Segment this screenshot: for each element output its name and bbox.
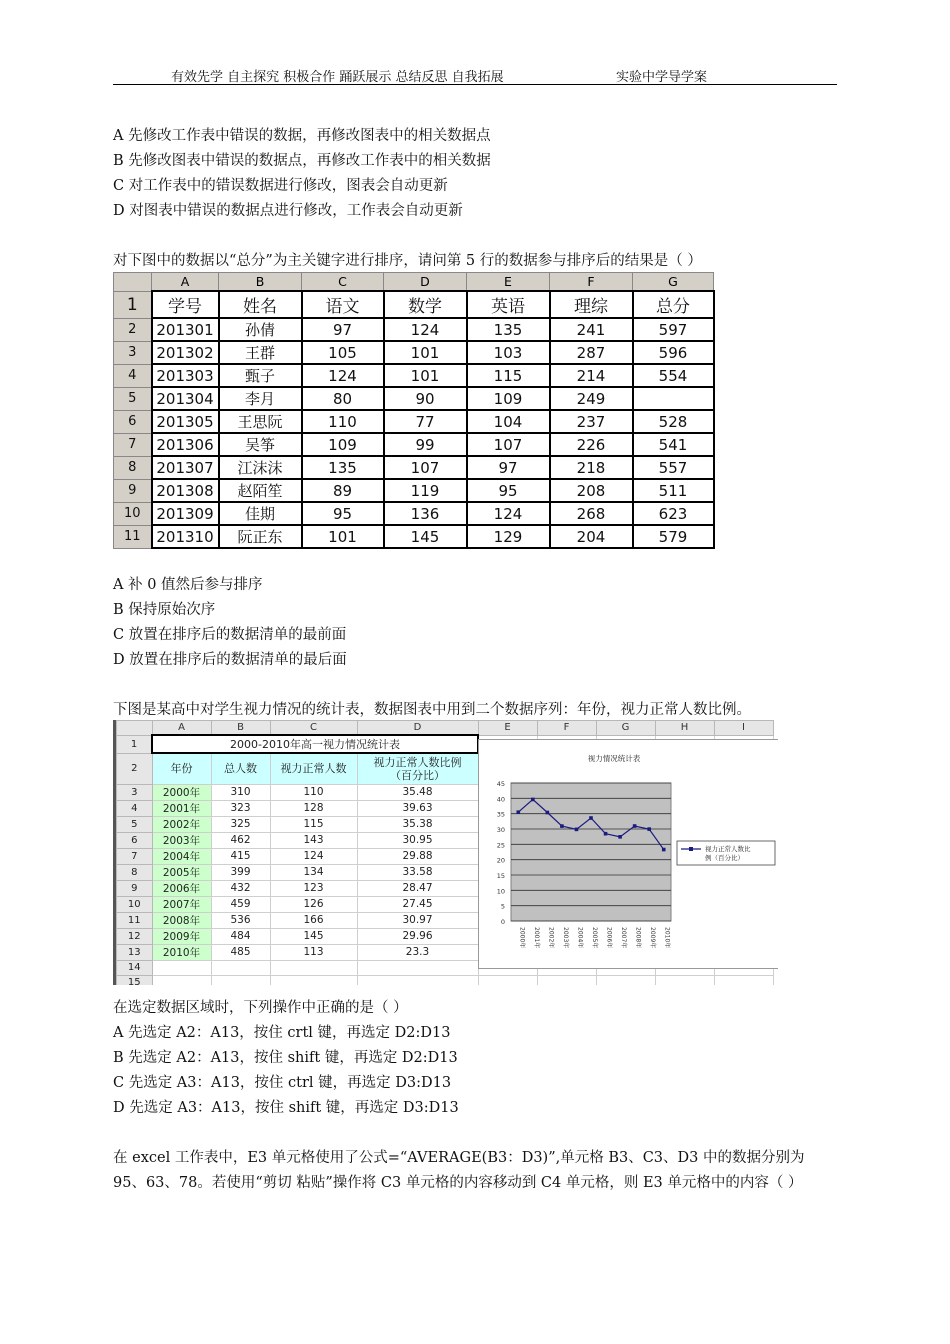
q2-option-c: C 放置在排序后的数据清单的最前面 bbox=[113, 627, 347, 643]
table-cell: 理综 bbox=[550, 291, 633, 318]
table-cell: 201306 bbox=[152, 433, 219, 456]
vision-chart bbox=[478, 739, 778, 969]
x-tick-label: 2002年 bbox=[547, 927, 555, 949]
table-row bbox=[114, 525, 714, 548]
table-cell: 27.45 bbox=[357, 896, 478, 912]
table-cell: 学号 bbox=[152, 291, 219, 318]
table-cell: 218 bbox=[550, 456, 633, 479]
row-number: 15 bbox=[117, 975, 153, 985]
x-tick-label: 2008年 bbox=[634, 927, 642, 949]
table-cell: 129 bbox=[467, 525, 550, 548]
table-cell: 109 bbox=[302, 433, 384, 456]
row-number: 1 bbox=[114, 291, 152, 318]
table-cell: 35.38 bbox=[357, 816, 478, 832]
table-cell: 249 bbox=[550, 387, 633, 410]
q2-option-a: A 补 0 值然后参与排序 bbox=[113, 577, 263, 593]
table-cell: 310 bbox=[211, 784, 270, 800]
table-cell: 104 bbox=[467, 410, 550, 433]
table-cell: 145 bbox=[270, 928, 357, 944]
header-motto: 有效先学 自主探究 积极合作 踊跃展示 总结反思 自我拓展 bbox=[171, 70, 504, 85]
sheet-title: 2000-2010年高一视力情况统计表 bbox=[152, 735, 478, 753]
col-header: F bbox=[550, 273, 633, 292]
row-number: 3 bbox=[117, 784, 153, 800]
col-header: H bbox=[655, 721, 714, 736]
table-cell: 2008年 bbox=[152, 912, 211, 928]
x-tick-label: 2005年 bbox=[591, 927, 598, 949]
table-cell: 124 bbox=[302, 364, 384, 387]
row-number: 7 bbox=[114, 433, 152, 456]
row-number: 6 bbox=[117, 832, 153, 848]
table-cell: 135 bbox=[302, 456, 384, 479]
q2-question: 对下图中的数据以“总分”为主关键字进行排序，请问第 5 行的数据参与排序后的结果是（ ） bbox=[113, 253, 702, 269]
table-cell: 415 bbox=[211, 848, 270, 864]
table-cell: 2010年 bbox=[152, 944, 211, 960]
col-header: A bbox=[152, 721, 211, 736]
table-cell: 99 bbox=[384, 433, 467, 456]
q3-option-a: A 先选定 A2：A13，按住 crtl 键，再选定 D2:D13 bbox=[113, 1025, 451, 1041]
table-cell bbox=[655, 975, 714, 985]
table-row bbox=[114, 364, 714, 387]
table-cell: 528 bbox=[633, 410, 714, 433]
table-cell bbox=[357, 975, 478, 985]
table-cell bbox=[211, 975, 270, 985]
row-number: 3 bbox=[114, 341, 152, 364]
table-cell bbox=[537, 975, 596, 985]
y-tick-label: 15 bbox=[496, 872, 505, 880]
q1-option-b: B 先修改图表中错误的数据点，再修改工作表中的相关数据 bbox=[113, 153, 491, 169]
table-cell: 596 bbox=[633, 341, 714, 364]
table-cell bbox=[596, 975, 655, 985]
col-header: G bbox=[596, 721, 655, 736]
table-cell: 佳期 bbox=[219, 502, 302, 525]
table-cell: 399 bbox=[211, 864, 270, 880]
table-cell: 145 bbox=[384, 525, 467, 548]
y-tick-label: 40 bbox=[496, 795, 505, 804]
table-cell: 2009年 bbox=[152, 928, 211, 944]
table-cell: 97 bbox=[302, 318, 384, 341]
y-tick-label: 35 bbox=[496, 810, 505, 819]
x-tick-label: 2010年 bbox=[663, 927, 671, 949]
table-cell: 134 bbox=[270, 864, 357, 880]
legend-label: 视力正常人数比 bbox=[705, 845, 751, 853]
plot-area bbox=[511, 783, 671, 921]
table-row bbox=[114, 502, 714, 525]
table-cell: 201303 bbox=[152, 364, 219, 387]
table-cell: 432 bbox=[211, 880, 270, 896]
row-number: 9 bbox=[114, 479, 152, 502]
col-header: C bbox=[302, 273, 384, 292]
header-cell: 年份 bbox=[152, 753, 211, 784]
table-cell: 484 bbox=[211, 928, 270, 944]
table-cell: 623 bbox=[633, 502, 714, 525]
q4-question: 在 excel 工作表中，E3 单元格使用了公式=“AVERAGE(B3：D3)”,单元格 B3、C3、D3 中的数据分别为 95、63、78。若使用“剪切 粘贴”操作将 C3 单元格的内容移动到 C4 单元格，则 E3 单元格中的内容（ ） bbox=[113, 1150, 805, 1191]
table-cell: 135 bbox=[467, 318, 550, 341]
table-cell: 吴筝 bbox=[219, 433, 302, 456]
table-cell: 201310 bbox=[152, 525, 219, 548]
table-cell: 241 bbox=[550, 318, 633, 341]
table-cell: 28.47 bbox=[357, 880, 478, 896]
row-number: 7 bbox=[117, 848, 153, 864]
table-cell: 166 bbox=[270, 912, 357, 928]
vision-spreadsheet bbox=[113, 720, 778, 985]
data-point bbox=[604, 832, 608, 836]
table-cell: 77 bbox=[384, 410, 467, 433]
y-tick-label: 0 bbox=[500, 918, 505, 926]
table-cell: 119 bbox=[384, 479, 467, 502]
row-number: 4 bbox=[114, 364, 152, 387]
table-cell: 2002年 bbox=[152, 816, 211, 832]
table-row bbox=[114, 456, 714, 479]
table-cell: 33.58 bbox=[357, 864, 478, 880]
table-cell: 103 bbox=[467, 341, 550, 364]
table-cell: 105 bbox=[302, 341, 384, 364]
table-cell bbox=[152, 960, 211, 975]
chart-title: 视力情况统计表 bbox=[587, 754, 641, 763]
x-tick-label: 2000年 bbox=[518, 927, 526, 949]
header-cell: 总人数 bbox=[211, 753, 270, 784]
table-cell: 511 bbox=[633, 479, 714, 502]
table-cell: 39.63 bbox=[357, 800, 478, 816]
table-cell: 2006年 bbox=[152, 880, 211, 896]
table-cell: 101 bbox=[384, 364, 467, 387]
table-cell bbox=[152, 975, 211, 985]
table-cell: 23.3 bbox=[357, 944, 478, 960]
col-header: E bbox=[467, 273, 550, 292]
table-cell: 201307 bbox=[152, 456, 219, 479]
row-number: 11 bbox=[114, 525, 152, 548]
table-cell: 287 bbox=[550, 341, 633, 364]
col-header: B bbox=[211, 721, 270, 736]
table-cell: 201305 bbox=[152, 410, 219, 433]
col-header: G bbox=[633, 273, 714, 292]
table-cell bbox=[714, 975, 773, 985]
table-cell: 107 bbox=[384, 456, 467, 479]
table-cell: 124 bbox=[384, 318, 467, 341]
table-cell: 124 bbox=[270, 848, 357, 864]
data-point bbox=[589, 816, 593, 820]
table-cell: 95 bbox=[467, 479, 550, 502]
table-cell: 597 bbox=[633, 318, 714, 341]
table-row bbox=[114, 387, 714, 410]
table-cell: 姓名 bbox=[219, 291, 302, 318]
x-tick-label: 2004年 bbox=[576, 927, 584, 949]
table-row bbox=[114, 341, 714, 364]
data-point bbox=[531, 798, 535, 802]
table-cell: 2003年 bbox=[152, 832, 211, 848]
table-cell: 143 bbox=[270, 832, 357, 848]
data-point bbox=[560, 824, 564, 828]
table-cell: 101 bbox=[302, 525, 384, 548]
col-header: B bbox=[219, 273, 302, 292]
table-cell: 204 bbox=[550, 525, 633, 548]
col-header: D bbox=[357, 721, 478, 736]
table-row bbox=[114, 318, 714, 341]
table-cell: 30.95 bbox=[357, 832, 478, 848]
x-tick-label: 2001年 bbox=[532, 927, 540, 949]
row-number: 10 bbox=[114, 502, 152, 525]
table-cell bbox=[270, 975, 357, 985]
table-cell: 甄子 bbox=[219, 364, 302, 387]
header-cell: 视力正常人数比例 （百分比） bbox=[357, 753, 478, 784]
q1-option-d: D 对图表中错误的数据点进行修改，工作表会自动更新 bbox=[113, 203, 463, 219]
table-cell: 123 bbox=[270, 880, 357, 896]
row-number: 8 bbox=[117, 864, 153, 880]
data-point bbox=[647, 827, 651, 831]
q3-option-d: D 先选定 A3：A13，按住 shift 键，再选定 D3:D13 bbox=[113, 1100, 459, 1116]
data-point bbox=[516, 810, 520, 814]
row-number: 1 bbox=[117, 735, 153, 753]
table-cell: 136 bbox=[384, 502, 467, 525]
table-cell: 201308 bbox=[152, 479, 219, 502]
chart-svg bbox=[479, 740, 778, 968]
q1-option-a: A 先修改工作表中错误的数据，再修改图表中的相关数据点 bbox=[113, 128, 491, 144]
table-cell: 阮正东 bbox=[219, 525, 302, 548]
y-tick-label: 20 bbox=[496, 856, 505, 865]
table-cell: 95 bbox=[302, 502, 384, 525]
q1-option-c: C 对工作表中的错误数据进行修改，图表会自动更新 bbox=[113, 178, 448, 194]
table-cell: 王群 bbox=[219, 341, 302, 364]
table-cell: 29.96 bbox=[357, 928, 478, 944]
data-point bbox=[633, 824, 637, 828]
table-cell: 201309 bbox=[152, 502, 219, 525]
x-tick-label: 2009年 bbox=[649, 927, 657, 949]
row-number: 4 bbox=[117, 800, 153, 816]
page-header bbox=[113, 66, 837, 85]
table-cell: 462 bbox=[211, 832, 270, 848]
table-cell: 541 bbox=[633, 433, 714, 456]
data-point bbox=[546, 811, 550, 815]
table-cell: 201304 bbox=[152, 387, 219, 410]
row-number: 9 bbox=[117, 880, 153, 896]
table-cell: 语文 bbox=[302, 291, 384, 318]
legend-label: 例（百分比） bbox=[705, 854, 744, 862]
row-number: 5 bbox=[117, 816, 153, 832]
col-header: C bbox=[270, 721, 357, 736]
table-cell: 201302 bbox=[152, 341, 219, 364]
row-number: 14 bbox=[117, 960, 153, 975]
table-cell: 李月 bbox=[219, 387, 302, 410]
table-cell: 29.88 bbox=[357, 848, 478, 864]
y-tick-label: 30 bbox=[496, 826, 505, 834]
header-cell: 视力正常人数 bbox=[270, 753, 357, 784]
row-number: 2 bbox=[117, 753, 153, 784]
data-point bbox=[662, 848, 666, 852]
table-row bbox=[114, 410, 714, 433]
table-cell: 201301 bbox=[152, 318, 219, 341]
q2-option-d: D 放置在排序后的数据清单的最后面 bbox=[113, 652, 347, 668]
x-tick-label: 2003年 bbox=[561, 927, 569, 949]
table-cell: 孙倩 bbox=[219, 318, 302, 341]
table-cell bbox=[633, 387, 714, 410]
row-number: 10 bbox=[117, 896, 153, 912]
table-cell: 王思阮 bbox=[219, 410, 302, 433]
table-cell: 赵陌笙 bbox=[219, 479, 302, 502]
row-number: 2 bbox=[114, 318, 152, 341]
col-header: I bbox=[714, 721, 773, 736]
table-cell: 214 bbox=[550, 364, 633, 387]
table-row bbox=[114, 479, 714, 502]
y-tick-label: 10 bbox=[496, 887, 505, 896]
table-cell: 557 bbox=[633, 456, 714, 479]
table-cell: 226 bbox=[550, 433, 633, 456]
table-cell: 97 bbox=[467, 456, 550, 479]
col-header: A bbox=[152, 273, 219, 292]
y-tick-label: 25 bbox=[496, 841, 505, 850]
table-cell bbox=[478, 975, 537, 985]
row-number: 12 bbox=[117, 928, 153, 944]
x-tick-label: 2007年 bbox=[620, 927, 628, 949]
table-cell: 英语 bbox=[467, 291, 550, 318]
q3-question: 在选定数据区域时，下列操作中正确的是（ ） bbox=[113, 1000, 408, 1016]
table-cell: 101 bbox=[384, 341, 467, 364]
col-header: E bbox=[478, 721, 537, 736]
table-cell: 2001年 bbox=[152, 800, 211, 816]
row-number: 11 bbox=[117, 912, 153, 928]
col-header: D bbox=[384, 273, 467, 292]
table-cell bbox=[211, 960, 270, 975]
table-cell: 536 bbox=[211, 912, 270, 928]
data-point bbox=[575, 828, 579, 832]
table-cell: 89 bbox=[302, 479, 384, 502]
row-number: 8 bbox=[114, 456, 152, 479]
table-cell: 124 bbox=[467, 502, 550, 525]
table-cell: 115 bbox=[467, 364, 550, 387]
table-cell: 80 bbox=[302, 387, 384, 410]
score-spreadsheet bbox=[113, 272, 715, 549]
legend-marker bbox=[689, 847, 693, 851]
table-cell: 江沫沫 bbox=[219, 456, 302, 479]
table-cell: 325 bbox=[211, 816, 270, 832]
q3-option-b: B 先选定 A2：A13，按住 shift 键，再选定 D2:D13 bbox=[113, 1050, 458, 1066]
table-cell: 2007年 bbox=[152, 896, 211, 912]
table-cell: 208 bbox=[550, 479, 633, 502]
data-point bbox=[618, 835, 622, 839]
table-cell: 237 bbox=[550, 410, 633, 433]
table-row bbox=[117, 975, 774, 985]
table-cell: 323 bbox=[211, 800, 270, 816]
y-tick-label: 45 bbox=[496, 780, 505, 788]
q3-intro: 下图是某高中对学生视力情况的统计表，数据图表中用到二个数据序列：年份，视力正常人数比例。 bbox=[113, 702, 751, 718]
table-cell: 2005年 bbox=[152, 864, 211, 880]
q3-option-c: C 先选定 A3：A13，按住 ctrl 键，再选定 D3:D13 bbox=[113, 1075, 452, 1091]
q2-option-b: B 保持原始次序 bbox=[113, 602, 216, 618]
table-row bbox=[114, 291, 714, 318]
row-number: 6 bbox=[114, 410, 152, 433]
table-cell: 579 bbox=[633, 525, 714, 548]
table-row bbox=[114, 433, 714, 456]
table-cell: 2004年 bbox=[152, 848, 211, 864]
x-tick-label: 2006年 bbox=[605, 927, 613, 949]
table-cell: 110 bbox=[302, 410, 384, 433]
table-cell: 35.48 bbox=[357, 784, 478, 800]
table-cell: 90 bbox=[384, 387, 467, 410]
table-cell: 30.97 bbox=[357, 912, 478, 928]
table-cell: 109 bbox=[467, 387, 550, 410]
table-cell: 126 bbox=[270, 896, 357, 912]
table-cell: 107 bbox=[467, 433, 550, 456]
table-cell: 485 bbox=[211, 944, 270, 960]
table-cell: 459 bbox=[211, 896, 270, 912]
y-tick-label: 5 bbox=[500, 902, 505, 911]
table-cell: 110 bbox=[270, 784, 357, 800]
table-cell: 2000年 bbox=[152, 784, 211, 800]
table-cell: 268 bbox=[550, 502, 633, 525]
table-cell bbox=[270, 960, 357, 975]
table-cell: 115 bbox=[270, 816, 357, 832]
header-school: 实验中学导学案 bbox=[616, 70, 708, 85]
table-cell: 554 bbox=[633, 364, 714, 387]
table-cell: 128 bbox=[270, 800, 357, 816]
col-header: F bbox=[537, 721, 596, 736]
row-number: 13 bbox=[117, 944, 153, 960]
table-cell: 113 bbox=[270, 944, 357, 960]
table-cell: 数学 bbox=[384, 291, 467, 318]
table-cell bbox=[357, 960, 478, 975]
table-cell: 总分 bbox=[633, 291, 714, 318]
row-number: 5 bbox=[114, 387, 152, 410]
